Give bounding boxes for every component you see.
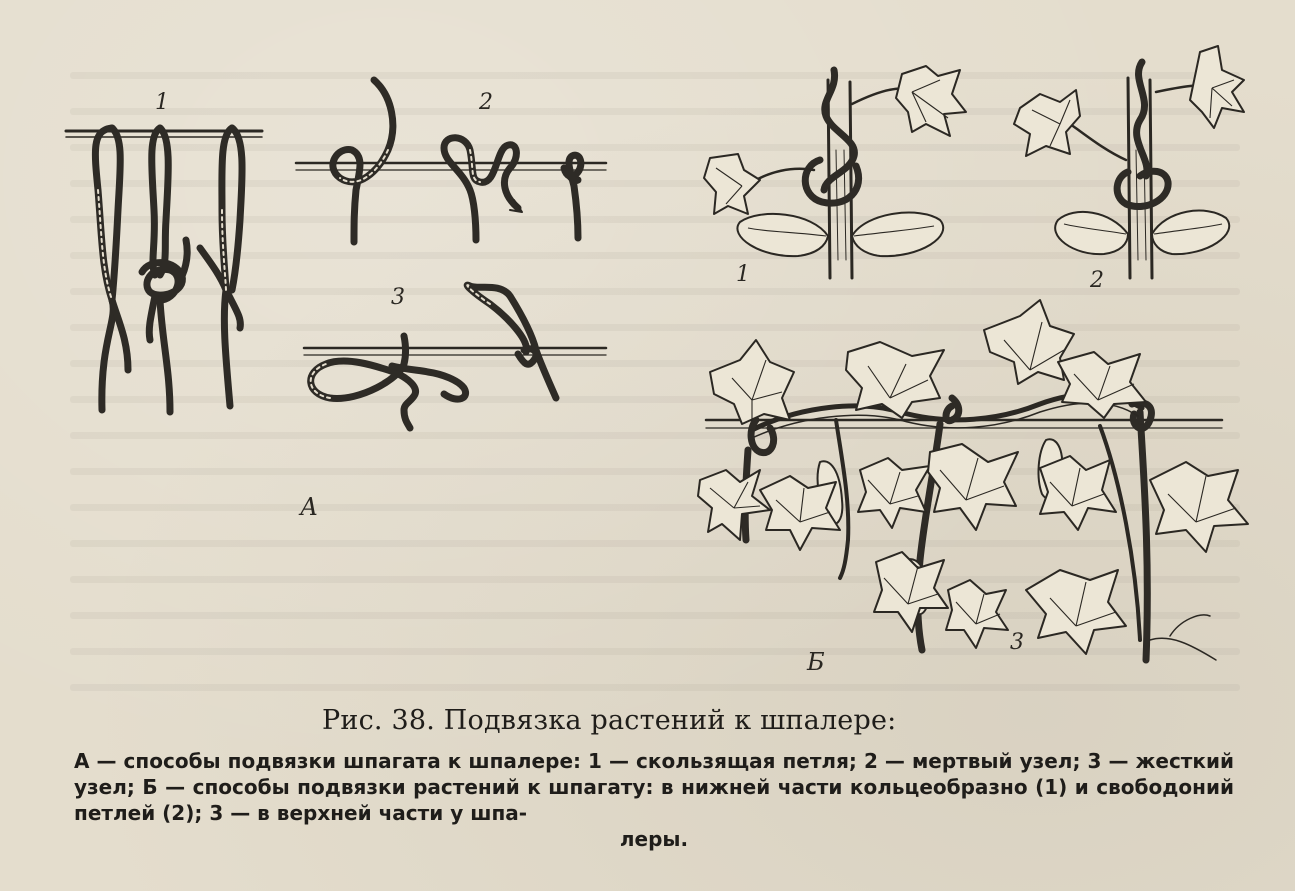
plant-ring-tie-drawing	[704, 66, 966, 278]
knot-dead-knot-drawing	[296, 80, 606, 242]
panel-a-label: А	[300, 493, 319, 521]
panel-a-number-3: 3	[391, 285, 405, 310]
plant-loose-loop-drawing	[1014, 46, 1244, 278]
caption-line: части кольцеобразно (1) и свободоний петлей (2); 3 — в верхней части у шпа-	[74, 775, 1234, 825]
knot-slip-loop-drawing	[66, 128, 262, 412]
caption-line: А — способы подвязки шпагата к шпалере: 1 — скользящая петля; 2 — мертвый	[74, 749, 1013, 773]
panel-a-drawings	[66, 80, 606, 428]
figure-caption-title: Рис. 38. Подвязка растений к шпалере:	[322, 705, 897, 736]
plant-top-tie-drawing	[698, 300, 1248, 660]
figure-caption-body	[74, 748, 1234, 852]
panel-a-number-2: 2	[479, 90, 493, 115]
caption-line: леры.	[619, 827, 689, 851]
panel-a-number-1: 1	[155, 90, 169, 115]
knot-hard-knot-drawing	[304, 285, 606, 428]
panel-b-number-2: 2	[1090, 268, 1104, 293]
panel-b-label: Б	[807, 648, 825, 676]
panel-b-number-3: 3	[1010, 630, 1024, 655]
caption-line: узел; 3 — жесткий узел; Б — способы подвязки растений к шпагату: в нижней	[74, 749, 1234, 799]
panel-b-drawings	[698, 46, 1248, 660]
panel-b-number-1: 1	[736, 262, 750, 287]
